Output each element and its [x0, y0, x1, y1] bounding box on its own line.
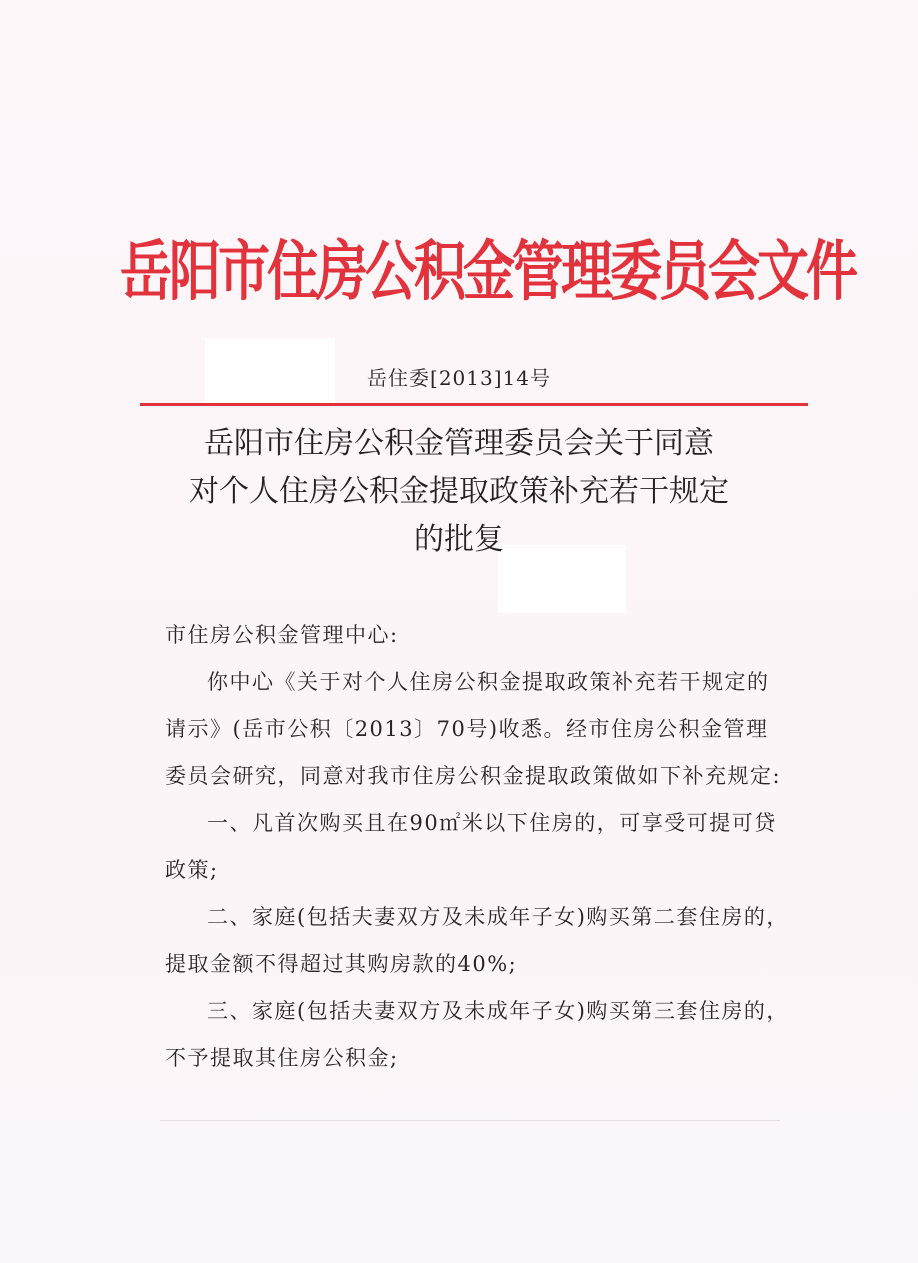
document-body	[165, 612, 790, 1082]
body-paragraph: 一、凡首次购买且在90㎡米以下住房的，可享受可提可贷政策;	[165, 811, 777, 882]
body-paragraph: 三、家庭(包括夫妻双方及未成年子女)购买第三套住房的，不予提取其住房公积金;	[165, 999, 789, 1070]
title-line: 岳阳市住房公积金管理委员会关于同意	[204, 426, 714, 461]
document-number: 岳住委[2013]14号	[367, 366, 551, 390]
title-line: 对个人住房公积金提取政策补充若干规定	[189, 474, 729, 509]
title-line: 的批复	[414, 522, 504, 557]
body-paragraph: 你中心《关于对个人住房公积金提取政策补充若干规定的请示》(岳市公积〔2013〕70号)收悉。经市住房公积金管理委员会研究，同意对我市住房公积金提取政策做如下补充规定:	[165, 670, 782, 788]
red-divider-line	[140, 403, 808, 406]
page-divider	[160, 1120, 780, 1121]
body-paragraph: 二、家庭(包括夫妻双方及未成年子女)购买第二套住房的，提取金额不得超过其购房款的40%;	[165, 905, 789, 976]
document-title	[0, 420, 918, 564]
recipient-line: 市住房公积金管理中心:	[165, 623, 399, 647]
masthead-title: 岳阳市住房公积金管理委员会文件	[120, 233, 856, 310]
